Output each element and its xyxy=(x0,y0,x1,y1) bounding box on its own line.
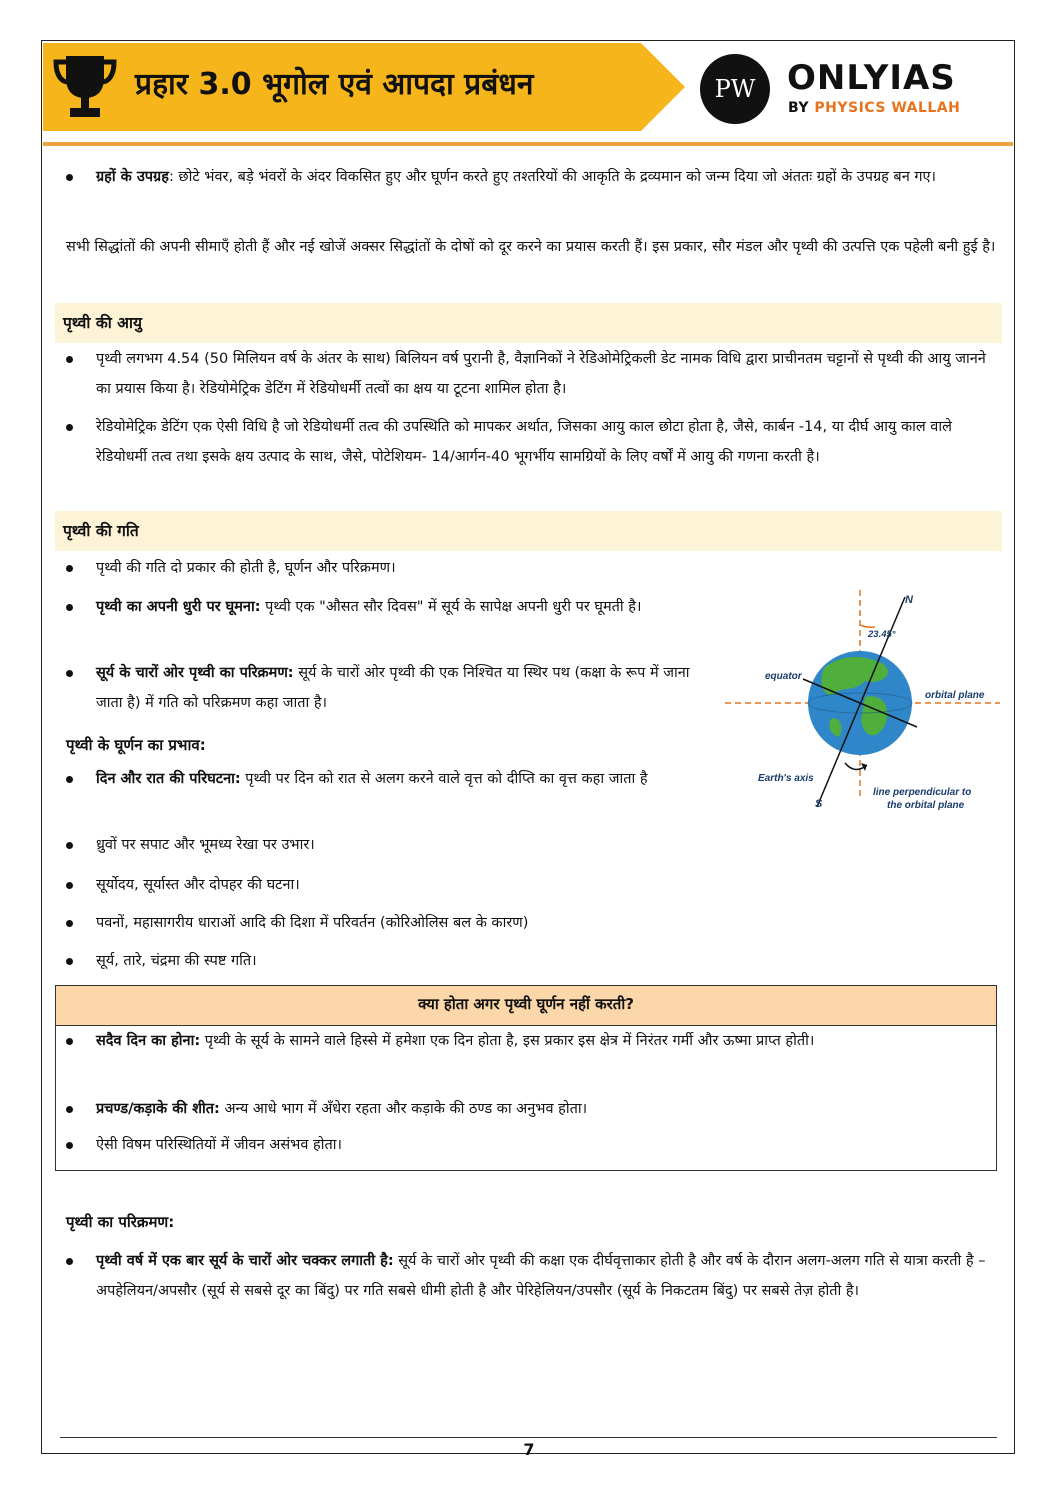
bullet-icon xyxy=(66,958,73,965)
pw-logo: PW xyxy=(700,54,770,124)
north-label: N xyxy=(905,594,913,606)
paragraph: सभी सिद्धांतों की अपनी सीमाएँ होती हैं और नई खोजें अक्सर सिद्धांतों के दोषों को दूर करने का प्रयास करती हैं। इस प्रकार, सौर मंडल और पृथ्वी की उत्पत्ति एक पहेली बनी हुई है। xyxy=(66,239,996,255)
bullet-icon xyxy=(66,842,73,849)
bullet-icon xyxy=(66,882,73,889)
orbital-plane-label: orbital plane xyxy=(925,690,985,701)
bullet-icon xyxy=(66,424,73,431)
bullet-icon xyxy=(66,1258,73,1265)
axis-label: Earth's axis xyxy=(758,773,814,784)
page-number: 7 xyxy=(523,1440,535,1459)
equator-label: equator xyxy=(765,671,802,682)
bullet-icon xyxy=(66,920,73,927)
trophy-icon xyxy=(52,52,118,122)
brand-subtitle: BY PHYSICS WALLAH xyxy=(788,100,961,116)
bullet-icon xyxy=(66,670,73,677)
angle-label: 23.45° xyxy=(868,629,896,640)
header-divider xyxy=(43,142,1013,146)
earth-rotation-diagram xyxy=(725,585,1000,815)
section-heading: पृथ्वी की गति xyxy=(55,511,1002,551)
footer-divider xyxy=(60,1437,997,1438)
info-box: क्या होता अगर पृथ्वी घूर्णन नहीं करती? सदैव दिन का होना: पृथ्वी के सूर्य के सामने वाले हिस्से में हमेशा एक दिन होता है, इस प्रकार इस क्षेत्र में निरंतर गर्मी और ऊष्मा प्राप्त होती। प्रचण्ड/कड़ाके की शीत: अन्य आधे भाग में अँधेरा रहता और कड़ाके की ठण्ड का अनुभव होता। ऐसी विषम परिस्थितियों में जीवन असंभव होता। xyxy=(55,985,997,1171)
brand-logo-text: ONLYIAS xyxy=(787,58,956,98)
bullet-icon xyxy=(66,1038,73,1045)
bullet-icon xyxy=(66,174,73,181)
bullet-icon xyxy=(66,565,73,572)
page-title: प्रहार 3.0 भूगोल एवं आपदा प्रबंधन xyxy=(135,67,534,102)
bullet-icon xyxy=(66,604,73,611)
perpendicular-label-1: line perpendicular to xyxy=(873,787,972,798)
bullet-icon xyxy=(66,1142,73,1149)
bullet-icon xyxy=(66,776,73,783)
bullet-icon xyxy=(66,356,73,363)
subheading: पृथ्वी का परिक्रमण: xyxy=(66,1213,175,1231)
section-heading: पृथ्वी की आयु xyxy=(55,303,1002,343)
bullet-icon xyxy=(66,1106,73,1113)
perpendicular-label-2: the orbital plane xyxy=(887,800,965,811)
south-label: S xyxy=(815,798,823,810)
info-box-heading: क्या होता अगर पृथ्वी घूर्णन नहीं करती? xyxy=(56,986,996,1026)
subheading: पृथ्वी के घूर्णन का प्रभाव: xyxy=(66,736,206,754)
list-item: ग्रहों के उपग्रह: छोटे भंवर, बड़े भंवरों के अंदर विकसित हुए और घूर्णन करते हुए तश्तरियों की आकृति के द्रव्यमान को जन्म दिया जो अंततः ग्रहों के उपग्रह बन गए। xyxy=(66,162,996,224)
